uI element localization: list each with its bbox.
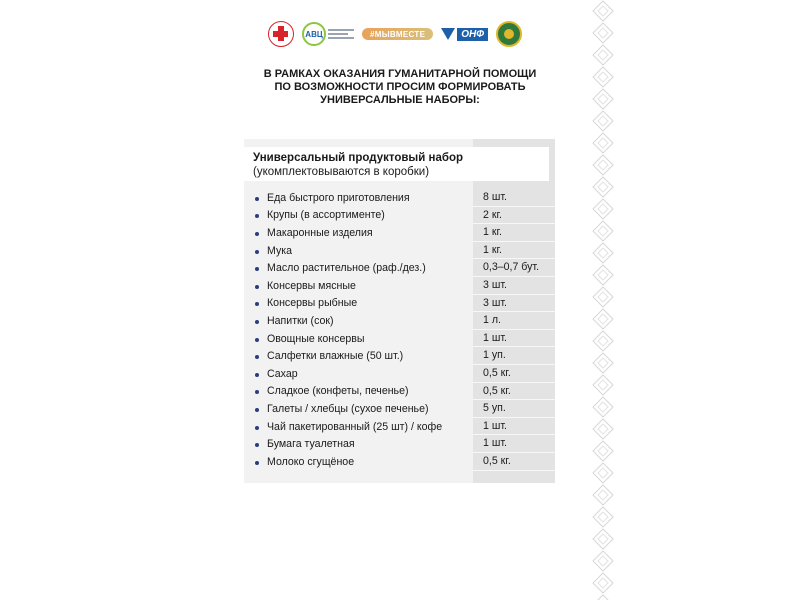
onf-logo-text: ОНФ [457,28,488,41]
list-item [244,383,555,401]
list-item [244,347,555,365]
list-item [244,400,555,418]
item-qty: 3 шт. [473,277,555,295]
item-name: Масло растительное (раф./дез.) [244,262,473,274]
card-title: Универсальный продуктовый набор [253,152,463,164]
item-name: Молоко сгущёное [244,456,473,468]
item-qty: 1 уп. [473,347,555,365]
item-qty: 1 шт. [473,418,555,436]
heading-line-1: В РАМКАХ ОКАЗАНИЯ ГУМАНИТАРНОЙ ПОМОЩИ [263,68,537,80]
heading-line-2: ПО ВОЗМОЖНОСТИ ПРОСИМ ФОРМИРОВАТЬ [274,81,526,93]
item-qty: 1 шт. [473,330,555,348]
list-item [244,242,555,260]
item-qty: 5 уп. [473,400,555,418]
onf-check-icon [441,28,455,40]
item-name: Напитки (сок) [244,315,473,327]
list-item [244,277,555,295]
item-qty: 1 л. [473,312,555,330]
list-item [244,207,555,225]
heading-line-3: УНИВЕРСАЛЬНЫЕ НАБОРЫ: [320,94,480,106]
partner-logos [268,18,532,50]
avc-logo [302,21,354,47]
list-item [244,435,555,453]
card-subtitle: (укомплектовываются в коробки) [253,166,430,178]
item-qty: 3 шт. [473,295,555,313]
list-item [244,312,555,330]
item-name: Консервы рыбные [244,297,473,309]
list-item [244,189,555,207]
item-list [244,189,555,471]
red-cross-logo-icon [268,21,294,47]
item-name: Чай пакетированный (25 шт) / кофе [244,421,473,433]
list-item [244,224,555,242]
item-name: Еда быстрого приготовления [244,192,473,204]
decorative-ornament-strip [592,0,614,600]
list-item [244,418,555,436]
item-name: Мука [244,245,473,257]
mymeste-logo: #МЫВМЕСТЕ [362,28,433,40]
list-item [244,365,555,383]
list-item [244,330,555,348]
list-item [244,295,555,313]
list-item [244,453,555,471]
item-qty: 1 кг. [473,224,555,242]
item-name: Макаронные изделия [244,227,473,239]
item-qty: 0,5 кг. [473,383,555,401]
avc-logo-mark: АВЦ [302,22,326,46]
item-name: Овощные консервы [244,333,473,345]
card-header [244,147,549,181]
item-qty: 0,5 кг. [473,365,555,383]
item-qty: 2 кг. [473,207,555,225]
item-qty: 0,5 кг. [473,453,555,471]
item-name: Сахар [244,368,473,380]
item-name: Бумага туалетная [244,438,473,450]
product-kit-card [244,139,555,483]
regional-emblem-icon [496,21,522,47]
item-name: Консервы мясные [244,280,473,292]
item-name: Сладкое (конфеты, печенье) [244,385,473,397]
page-heading [220,68,580,107]
list-item [244,259,555,277]
item-qty: 1 кг. [473,242,555,260]
item-name: Галеты / хлебцы (сухое печенье) [244,403,473,415]
item-name: Крупы (в ассортименте) [244,209,473,221]
avc-logo-text-lines [328,29,354,39]
item-qty: 8 шт. [473,189,555,207]
onf-logo [441,28,488,41]
item-qty: 1 шт. [473,435,555,453]
item-qty: 0,3–0,7 бут. [473,259,555,277]
item-name: Салфетки влажные (50 шт.) [244,350,473,362]
